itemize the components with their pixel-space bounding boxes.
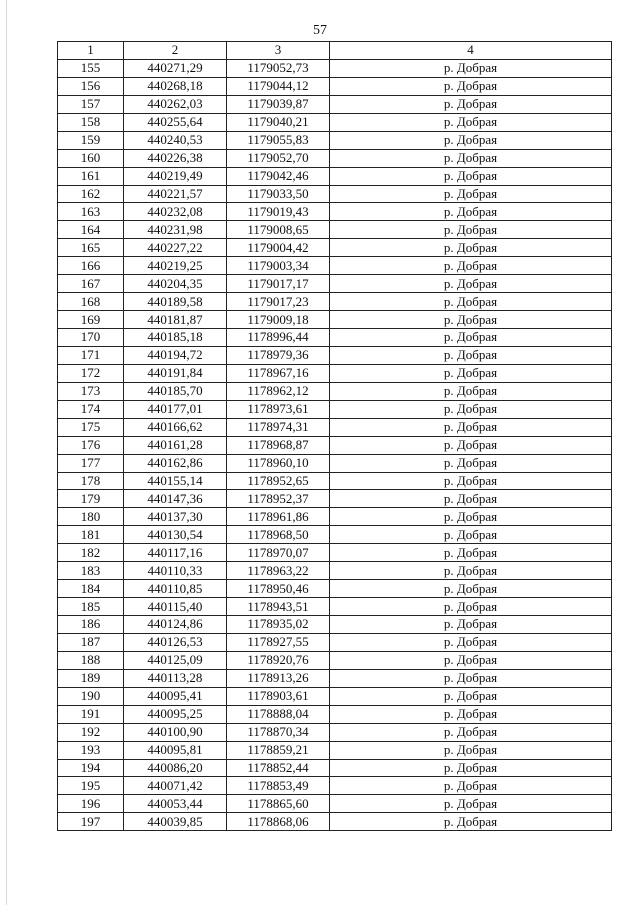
table-row xyxy=(58,329,612,347)
column-header-y-coordinate: 3 xyxy=(227,42,330,60)
cell-description: р. Добрая xyxy=(330,59,612,77)
cell-x-coordinate: 440271,29 xyxy=(124,59,227,77)
cell-y-coordinate: 1179042,46 xyxy=(227,167,330,185)
cell-y-coordinate: 1178903,61 xyxy=(227,687,330,705)
cell-y-coordinate: 1178974,31 xyxy=(227,418,330,436)
table-row xyxy=(58,221,612,239)
cell-description: р. Добрая xyxy=(330,454,612,472)
cell-x-coordinate: 440126,53 xyxy=(124,633,227,651)
cell-y-coordinate: 1178927,55 xyxy=(227,633,330,651)
cell-description: р. Добрая xyxy=(330,329,612,347)
table-row xyxy=(58,759,612,777)
cell-description: р. Добрая xyxy=(330,418,612,436)
cell-description: р. Добрая xyxy=(330,705,612,723)
cell-x-coordinate: 440226,38 xyxy=(124,149,227,167)
cell-description: р. Добрая xyxy=(330,364,612,382)
cell-y-coordinate: 1179009,18 xyxy=(227,311,330,329)
table-row xyxy=(58,490,612,508)
table-row xyxy=(58,669,612,687)
table-row xyxy=(58,544,612,562)
cell-point-number: 194 xyxy=(58,759,124,777)
cell-x-coordinate: 440255,64 xyxy=(124,113,227,131)
cell-point-number: 164 xyxy=(58,221,124,239)
cell-y-coordinate: 1179044,12 xyxy=(227,77,330,95)
cell-description: р. Добрая xyxy=(330,508,612,526)
cell-point-number: 195 xyxy=(58,777,124,795)
table-row xyxy=(58,293,612,311)
cell-x-coordinate: 440232,08 xyxy=(124,203,227,221)
cell-point-number: 178 xyxy=(58,472,124,490)
cell-point-number: 160 xyxy=(58,149,124,167)
cell-point-number: 167 xyxy=(58,275,124,293)
cell-description: р. Добрая xyxy=(330,203,612,221)
cell-x-coordinate: 440189,58 xyxy=(124,293,227,311)
cell-point-number: 155 xyxy=(58,59,124,77)
cell-point-number: 176 xyxy=(58,436,124,454)
coordinates-table xyxy=(57,41,612,831)
cell-y-coordinate: 1179019,43 xyxy=(227,203,330,221)
cell-x-coordinate: 440124,86 xyxy=(124,616,227,634)
cell-y-coordinate: 1179004,42 xyxy=(227,239,330,257)
cell-description: р. Добрая xyxy=(330,275,612,293)
cell-x-coordinate: 440086,20 xyxy=(124,759,227,777)
table-row xyxy=(58,508,612,526)
cell-point-number: 186 xyxy=(58,616,124,634)
table-row xyxy=(58,472,612,490)
table-row xyxy=(58,562,612,580)
cell-point-number: 168 xyxy=(58,293,124,311)
table-row xyxy=(58,454,612,472)
cell-x-coordinate: 440227,22 xyxy=(124,239,227,257)
cell-description: р. Добрая xyxy=(330,257,612,275)
cell-description: р. Добрая xyxy=(330,669,612,687)
cell-description: р. Добрая xyxy=(330,311,612,329)
cell-x-coordinate: 440095,81 xyxy=(124,741,227,759)
table-row xyxy=(58,723,612,741)
cell-description: р. Добрая xyxy=(330,113,612,131)
cell-point-number: 188 xyxy=(58,651,124,669)
table-row xyxy=(58,275,612,293)
table-row xyxy=(58,795,612,813)
cell-point-number: 161 xyxy=(58,167,124,185)
cell-description: р. Добрая xyxy=(330,616,612,634)
cell-y-coordinate: 1178968,87 xyxy=(227,436,330,454)
cell-x-coordinate: 440100,90 xyxy=(124,723,227,741)
table-row xyxy=(58,131,612,149)
cell-point-number: 162 xyxy=(58,185,124,203)
cell-y-coordinate: 1178962,12 xyxy=(227,382,330,400)
table-row xyxy=(58,364,612,382)
cell-description: р. Добрая xyxy=(330,633,612,651)
cell-x-coordinate: 440191,84 xyxy=(124,364,227,382)
cell-description: р. Добрая xyxy=(330,777,612,795)
table-row xyxy=(58,813,612,831)
cell-y-coordinate: 1178952,65 xyxy=(227,472,330,490)
cell-description: р. Добрая xyxy=(330,723,612,741)
cell-x-coordinate: 440125,09 xyxy=(124,651,227,669)
cell-y-coordinate: 1178859,21 xyxy=(227,741,330,759)
cell-y-coordinate: 1178960,10 xyxy=(227,454,330,472)
cell-x-coordinate: 440053,44 xyxy=(124,795,227,813)
cell-description: р. Добрая xyxy=(330,400,612,418)
cell-y-coordinate: 1178935,02 xyxy=(227,616,330,634)
cell-point-number: 190 xyxy=(58,687,124,705)
cell-description: р. Добрая xyxy=(330,436,612,454)
table-row xyxy=(58,95,612,113)
cell-x-coordinate: 440219,49 xyxy=(124,167,227,185)
cell-point-number: 197 xyxy=(58,813,124,831)
cell-point-number: 187 xyxy=(58,633,124,651)
table-row xyxy=(58,113,612,131)
table-row xyxy=(58,400,612,418)
table-row xyxy=(58,616,612,634)
table-row xyxy=(58,311,612,329)
table-row xyxy=(58,346,612,364)
cell-y-coordinate: 1178979,36 xyxy=(227,346,330,364)
table-row xyxy=(58,580,612,598)
table-row xyxy=(58,741,612,759)
cell-point-number: 159 xyxy=(58,131,124,149)
cell-x-coordinate: 440155,14 xyxy=(124,472,227,490)
table-row xyxy=(58,239,612,257)
cell-point-number: 170 xyxy=(58,329,124,347)
table-row xyxy=(58,185,612,203)
cell-point-number: 179 xyxy=(58,490,124,508)
cell-point-number: 163 xyxy=(58,203,124,221)
cell-point-number: 191 xyxy=(58,705,124,723)
cell-x-coordinate: 440110,33 xyxy=(124,562,227,580)
table-row xyxy=(58,705,612,723)
cell-x-coordinate: 440219,25 xyxy=(124,257,227,275)
cell-y-coordinate: 1178920,76 xyxy=(227,651,330,669)
cell-x-coordinate: 440162,86 xyxy=(124,454,227,472)
cell-description: р. Добрая xyxy=(330,651,612,669)
cell-description: р. Добрая xyxy=(330,167,612,185)
cell-point-number: 172 xyxy=(58,364,124,382)
cell-description: р. Добрая xyxy=(330,544,612,562)
cell-y-coordinate: 1179039,87 xyxy=(227,95,330,113)
cell-x-coordinate: 440240,53 xyxy=(124,131,227,149)
cell-description: р. Добрая xyxy=(330,526,612,544)
cell-description: р. Добрая xyxy=(330,759,612,777)
table-row xyxy=(58,418,612,436)
cell-description: р. Добрая xyxy=(330,149,612,167)
cell-point-number: 180 xyxy=(58,508,124,526)
cell-x-coordinate: 440194,72 xyxy=(124,346,227,364)
cell-x-coordinate: 440181,87 xyxy=(124,311,227,329)
cell-description: р. Добрая xyxy=(330,472,612,490)
cell-y-coordinate: 1178973,61 xyxy=(227,400,330,418)
cell-y-coordinate: 1179052,70 xyxy=(227,149,330,167)
cell-y-coordinate: 1178870,34 xyxy=(227,723,330,741)
cell-description: р. Добрая xyxy=(330,346,612,364)
cell-point-number: 192 xyxy=(58,723,124,741)
cell-y-coordinate: 1178868,06 xyxy=(227,813,330,831)
table-row xyxy=(58,436,612,454)
cell-point-number: 165 xyxy=(58,239,124,257)
cell-y-coordinate: 1179055,83 xyxy=(227,131,330,149)
table-row xyxy=(58,526,612,544)
cell-y-coordinate: 1178968,50 xyxy=(227,526,330,544)
cell-description: р. Добрая xyxy=(330,741,612,759)
cell-y-coordinate: 1179052,73 xyxy=(227,59,330,77)
cell-point-number: 182 xyxy=(58,544,124,562)
cell-description: р. Добрая xyxy=(330,795,612,813)
cell-x-coordinate: 440110,85 xyxy=(124,580,227,598)
cell-y-coordinate: 1178952,37 xyxy=(227,490,330,508)
column-header-description: 4 xyxy=(330,42,612,60)
cell-y-coordinate: 1178943,51 xyxy=(227,598,330,616)
scan-edge xyxy=(6,0,7,905)
cell-description: р. Добрая xyxy=(330,580,612,598)
cell-x-coordinate: 440161,28 xyxy=(124,436,227,454)
cell-point-number: 183 xyxy=(58,562,124,580)
cell-description: р. Добрая xyxy=(330,185,612,203)
cell-y-coordinate: 1178913,26 xyxy=(227,669,330,687)
cell-x-coordinate: 440185,18 xyxy=(124,329,227,347)
cell-point-number: 184 xyxy=(58,580,124,598)
cell-y-coordinate: 1179040,21 xyxy=(227,113,330,131)
cell-x-coordinate: 440262,03 xyxy=(124,95,227,113)
cell-x-coordinate: 440130,54 xyxy=(124,526,227,544)
cell-point-number: 157 xyxy=(58,95,124,113)
cell-x-coordinate: 440095,41 xyxy=(124,687,227,705)
cell-x-coordinate: 440185,70 xyxy=(124,382,227,400)
cell-y-coordinate: 1179017,23 xyxy=(227,293,330,311)
cell-description: р. Добрая xyxy=(330,687,612,705)
table-row xyxy=(58,257,612,275)
cell-x-coordinate: 440117,16 xyxy=(124,544,227,562)
cell-point-number: 181 xyxy=(58,526,124,544)
cell-point-number: 169 xyxy=(58,311,124,329)
cell-description: р. Добрая xyxy=(330,382,612,400)
cell-point-number: 189 xyxy=(58,669,124,687)
cell-x-coordinate: 440231,98 xyxy=(124,221,227,239)
cell-point-number: 156 xyxy=(58,77,124,95)
cell-y-coordinate: 1178865,60 xyxy=(227,795,330,813)
cell-y-coordinate: 1179008,65 xyxy=(227,221,330,239)
table-row xyxy=(58,633,612,651)
cell-description: р. Добрая xyxy=(330,813,612,831)
table-row xyxy=(58,382,612,400)
cell-y-coordinate: 1179033,50 xyxy=(227,185,330,203)
cell-y-coordinate: 1178970,07 xyxy=(227,544,330,562)
table-body xyxy=(58,59,612,830)
cell-point-number: 185 xyxy=(58,598,124,616)
cell-y-coordinate: 1179003,34 xyxy=(227,257,330,275)
cell-y-coordinate: 1178853,49 xyxy=(227,777,330,795)
column-header-point-number: 1 xyxy=(58,42,124,60)
cell-point-number: 158 xyxy=(58,113,124,131)
table-row xyxy=(58,651,612,669)
table-row xyxy=(58,59,612,77)
cell-description: р. Добрая xyxy=(330,131,612,149)
page-number: 57 xyxy=(313,23,327,38)
cell-y-coordinate: 1178996,44 xyxy=(227,329,330,347)
cell-x-coordinate: 440177,01 xyxy=(124,400,227,418)
cell-point-number: 171 xyxy=(58,346,124,364)
cell-x-coordinate: 440095,25 xyxy=(124,705,227,723)
table-row xyxy=(58,687,612,705)
cell-y-coordinate: 1179017,17 xyxy=(227,275,330,293)
cell-y-coordinate: 1178852,44 xyxy=(227,759,330,777)
cell-description: р. Добрая xyxy=(330,562,612,580)
cell-description: р. Добрая xyxy=(330,221,612,239)
cell-x-coordinate: 440115,40 xyxy=(124,598,227,616)
cell-x-coordinate: 440039,85 xyxy=(124,813,227,831)
cell-point-number: 173 xyxy=(58,382,124,400)
table-row xyxy=(58,167,612,185)
cell-description: р. Добрая xyxy=(330,293,612,311)
cell-x-coordinate: 440137,30 xyxy=(124,508,227,526)
cell-point-number: 166 xyxy=(58,257,124,275)
cell-x-coordinate: 440166,62 xyxy=(124,418,227,436)
cell-description: р. Добрая xyxy=(330,77,612,95)
cell-point-number: 175 xyxy=(58,418,124,436)
cell-description: р. Добрая xyxy=(330,239,612,257)
cell-description: р. Добрая xyxy=(330,490,612,508)
cell-y-coordinate: 1178888,04 xyxy=(227,705,330,723)
cell-point-number: 193 xyxy=(58,741,124,759)
cell-x-coordinate: 440204,35 xyxy=(124,275,227,293)
cell-y-coordinate: 1178950,46 xyxy=(227,580,330,598)
table-header-row xyxy=(58,42,612,60)
cell-description: р. Добрая xyxy=(330,95,612,113)
table-row xyxy=(58,203,612,221)
cell-y-coordinate: 1178967,16 xyxy=(227,364,330,382)
cell-point-number: 177 xyxy=(58,454,124,472)
cell-x-coordinate: 440071,42 xyxy=(124,777,227,795)
cell-x-coordinate: 440147,36 xyxy=(124,490,227,508)
cell-y-coordinate: 1178963,22 xyxy=(227,562,330,580)
cell-x-coordinate: 440268,18 xyxy=(124,77,227,95)
table-row xyxy=(58,77,612,95)
cell-y-coordinate: 1178961,86 xyxy=(227,508,330,526)
cell-point-number: 196 xyxy=(58,795,124,813)
cell-x-coordinate: 440221,57 xyxy=(124,185,227,203)
cell-description: р. Добрая xyxy=(330,598,612,616)
cell-point-number: 174 xyxy=(58,400,124,418)
cell-x-coordinate: 440113,28 xyxy=(124,669,227,687)
table-row xyxy=(58,598,612,616)
column-header-x-coordinate: 2 xyxy=(124,42,227,60)
table-row xyxy=(58,777,612,795)
table-row xyxy=(58,149,612,167)
